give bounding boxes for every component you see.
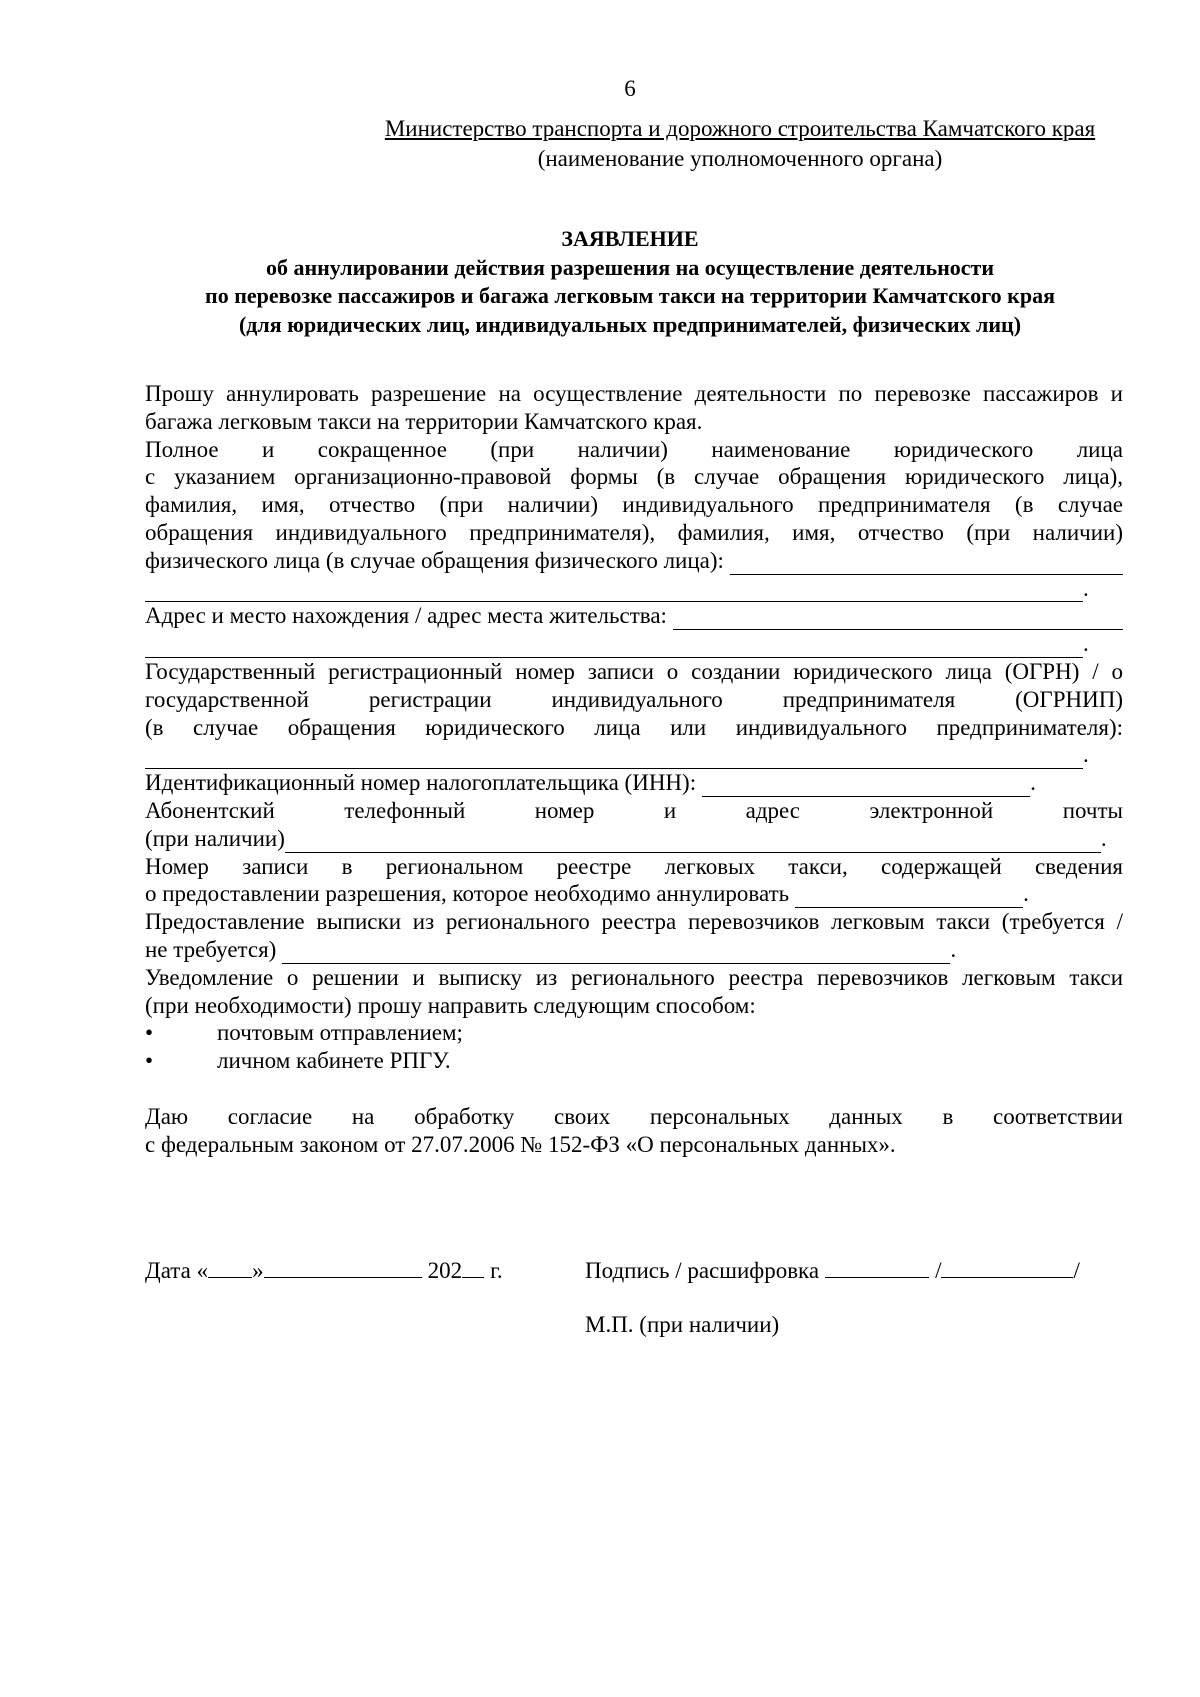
- bullet: •: [145, 1048, 154, 1074]
- period: .: [1083, 742, 1089, 768]
- authority-caption: (наименование уполномоченного органа): [537, 146, 943, 171]
- period: .: [1083, 631, 1089, 657]
- registry-number-field[interactable]: [795, 885, 1023, 908]
- address-field-2[interactable]: [145, 635, 1083, 658]
- year-prefix: 202: [427, 1258, 463, 1283]
- name-line-2: с указанием организационно-правовой формы (в случае обращения юридического лица),: [145, 464, 1123, 490]
- inn-row: [145, 769, 1123, 797]
- signature-field[interactable]: [825, 1255, 929, 1278]
- ogrn-line-3: (в случае обращения юридического лица или индивидуального предпринимателя):: [145, 714, 1123, 740]
- period: .: [1030, 770, 1036, 796]
- option-cabinet[interactable]: [145, 1047, 1123, 1075]
- inn-label: Идентификационный номер налогоплательщика (ИНН):: [145, 770, 697, 796]
- address-label: Адрес и место нахождения / адрес места жительства:: [145, 603, 667, 629]
- title-line-3: (для юридических лиц, индивидуальных предпринимателей, физических лиц): [238, 311, 1022, 337]
- extract-line-2: не требуется): [145, 936, 277, 962]
- phone-line-1: Абонентский телефонный номер и адрес электронной почты: [145, 797, 1123, 823]
- name-field-continuation: [145, 575, 1123, 603]
- name-line-1: Полное и сокращенное (при наличии) наименование юридического лица: [145, 436, 1123, 462]
- phone-row: [145, 825, 1123, 853]
- phone-line-2: (при наличии): [145, 825, 285, 851]
- notify-line-1: Уведомление о решении и выписку из регионального реестра перевозчиков легковым такси: [145, 964, 1123, 990]
- year-field[interactable]: [462, 1255, 484, 1278]
- title-line-2: по перевозке пассажиров и багажа легковым такси на территории Камчатского края: [205, 283, 1055, 308]
- applicant-name-field-2[interactable]: [145, 579, 1083, 602]
- address-row: [145, 602, 1123, 630]
- period: .: [950, 936, 957, 962]
- notify-line-2: (при необходимости) прошу направить следующим способом:: [145, 992, 756, 1018]
- period: .: [1023, 881, 1029, 907]
- signature-block: [585, 1255, 1080, 1286]
- extract-field[interactable]: [282, 941, 950, 964]
- period: .: [1100, 825, 1107, 851]
- ogrn-line-2: государственной регистрации индивидуального предпринимателя (ОГРНИП): [145, 686, 1123, 712]
- document-title: [120, 225, 1140, 339]
- ogrn-field-row: [145, 741, 1123, 769]
- date-block: [145, 1255, 503, 1286]
- consent-line-2: с федеральным законом от 27.07.2006 № 152-ФЗ «О персональных данных».: [145, 1131, 896, 1157]
- option-cabinet-label: личном кабинете РПГУ.: [217, 1048, 451, 1074]
- request-line-2: багажа легковым такси на территории Камчатского края.: [145, 408, 703, 434]
- ogrn-field[interactable]: [145, 746, 1083, 769]
- application-body: [145, 380, 1123, 1159]
- consent-line-1: Даю согласие на обработку своих персональных данных в соответствии: [145, 1103, 1123, 1129]
- date-day-field[interactable]: [208, 1255, 252, 1278]
- title-heading: ЗАЯВЛЕНИЕ: [561, 226, 699, 251]
- title-line-1: об аннулировании действия разрешения на осуществление деятельности: [265, 254, 995, 280]
- page-number: 6: [624, 76, 636, 101]
- inn-field[interactable]: [702, 774, 1030, 797]
- extract-line-1: Предоставление выписки из регионального реестра перевозчиков легковым такси (требуется /: [145, 909, 1123, 935]
- period: .: [1083, 575, 1089, 601]
- name-field-row: [145, 547, 1123, 575]
- slash: /: [935, 1258, 942, 1283]
- name-line-5: физического лица (в случае обращения физического лица):: [145, 547, 724, 573]
- date-close-quote: »: [252, 1258, 264, 1283]
- date-month-field[interactable]: [264, 1255, 422, 1278]
- registry-row: [145, 880, 1123, 908]
- year-suffix: г.: [490, 1258, 503, 1283]
- name-line-3: фамилия, имя, отчество (при наличии) индивидуального предпринимателя (в случае: [145, 492, 1123, 518]
- date-label: Дата «: [145, 1258, 209, 1283]
- option-postal-label: почтовым отправлением;: [217, 1020, 463, 1046]
- address-field-continuation: [145, 630, 1123, 658]
- request-line-1: Прошу аннулировать разрешение на осуществление деятельности по перевозке пассажиров и: [145, 381, 1123, 406]
- slash: /: [1073, 1258, 1080, 1283]
- option-postal[interactable]: [145, 1019, 1123, 1047]
- bullet: •: [145, 1020, 154, 1046]
- name-line-4: обращения индивидуального предпринимателя), фамилия, имя, отчество (при наличии): [145, 519, 1123, 545]
- address-field[interactable]: [673, 607, 1123, 630]
- phone-email-field[interactable]: [285, 830, 1101, 853]
- stamp-note: М.П. (при наличии): [585, 1312, 780, 1337]
- signature-decoding-field[interactable]: [941, 1255, 1073, 1278]
- registry-line-2: о предоставлении разрешения, которое необходимо аннулировать: [145, 881, 790, 907]
- signature-label: Подпись / расшифровка: [585, 1258, 820, 1283]
- registry-line-1: Номер записи в региональном реестре легковых такси, содержащей сведения: [145, 853, 1123, 879]
- applicant-name-field[interactable]: [730, 552, 1123, 575]
- ogrn-line-1: Государственный регистрационный номер записи о создании юридического лица (ОГРН) / о: [145, 658, 1123, 684]
- authority-name: Министерство транспорта и дорожного строительства Камчатского края: [384, 116, 1096, 141]
- extract-row: [145, 936, 1123, 964]
- authority-block: [360, 114, 1120, 174]
